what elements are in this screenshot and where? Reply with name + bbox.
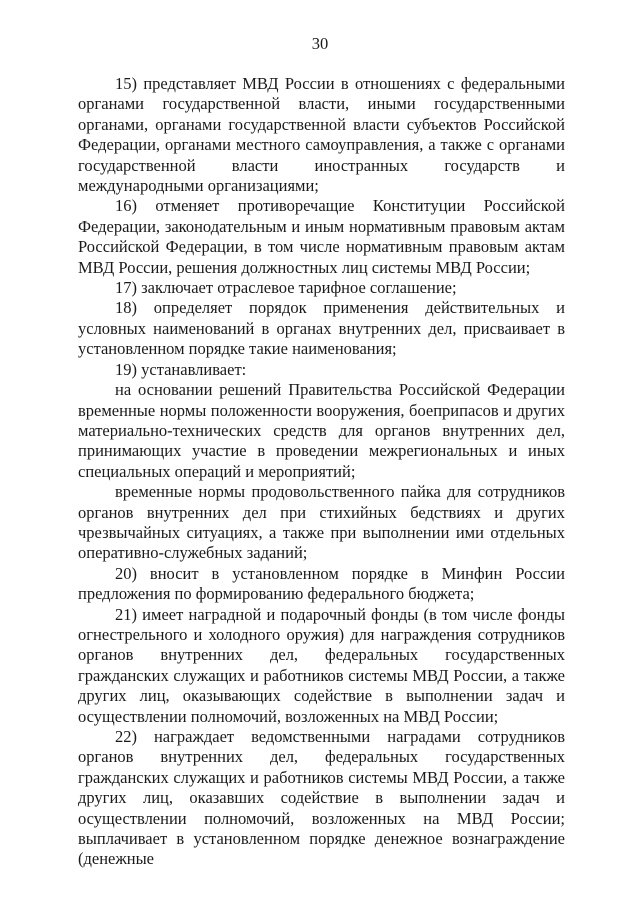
- paragraph-item-18: 18) определяет порядок применения действительных и условных наименований в органах внутренних дел, присваивает в установленном порядке такие наименования;: [78, 298, 565, 359]
- paragraph-item-19-sub-1: на основании решений Правительства Российской Федерации временные нормы положенности вооружения, боеприпасов и других материально-технических средств для органов внутренних дел, принимающих участие в проведении межрегиональных и иных специальных операций и мероприятий;: [78, 380, 565, 481]
- paragraph-item-19: 19) устанавливает:: [115, 359, 247, 379]
- document-body: [78, 74, 565, 870]
- paragraph-item-22: 22) награждает ведомственными наградами сотрудников органов внутренних дел, федеральных государственных гражданских служащих и работников системы МВД России, а также других лиц, оказавших содействие в выполнении задач и осуществлении полномочий, возложенных на МВД России; выплачивает в установленном порядке денежное вознаграждение (денежные: [78, 727, 565, 869]
- paragraph-item-16: 16) отменяет противоречащие Конституции Российской Федерации, законодательным и иным нормативным правовым актам Российской Федерации, в том числе нормативным правовым актам МВД России, решения должностных лиц системы МВД России;: [78, 196, 565, 277]
- paragraph-item-17: 17) заключает отраслевое тарифное соглашение;: [115, 278, 457, 298]
- page-number: 30: [311, 34, 329, 53]
- paragraph-item-20: 20) вносит в установленном порядке в Минфин России предложения по формированию федерального бюджета;: [78, 563, 565, 604]
- paragraph-item-19-sub-2: временные нормы продовольственного пайка для сотрудников органов внутренних дел при стихийных бедствиях и других чрезвычайных ситуациях, а также при выполнении ими отдельных оперативно-служебных заданий;: [78, 482, 565, 563]
- paragraph-item-21: 21) имеет наградной и подарочный фонды (в том числе фонды огнестрельного и холодного оружия) для награждения сотрудников органов внутренних дел, федеральных государственных гражданских служащих и работников системы МВД России, а также других лиц, оказывающих содействие в выполнении задач и осуществлении полномочий, возложенных на МВД России;: [78, 604, 565, 726]
- paragraph-item-15: 15) представляет МВД России в отношениях с федеральными органами государственной власти, иными государственными органами, органами государственной власти субъектов Российской Федерации, органами местного самоуправления, а также с органами государственной власти иностранных государств и международными организациями;: [78, 74, 565, 196]
